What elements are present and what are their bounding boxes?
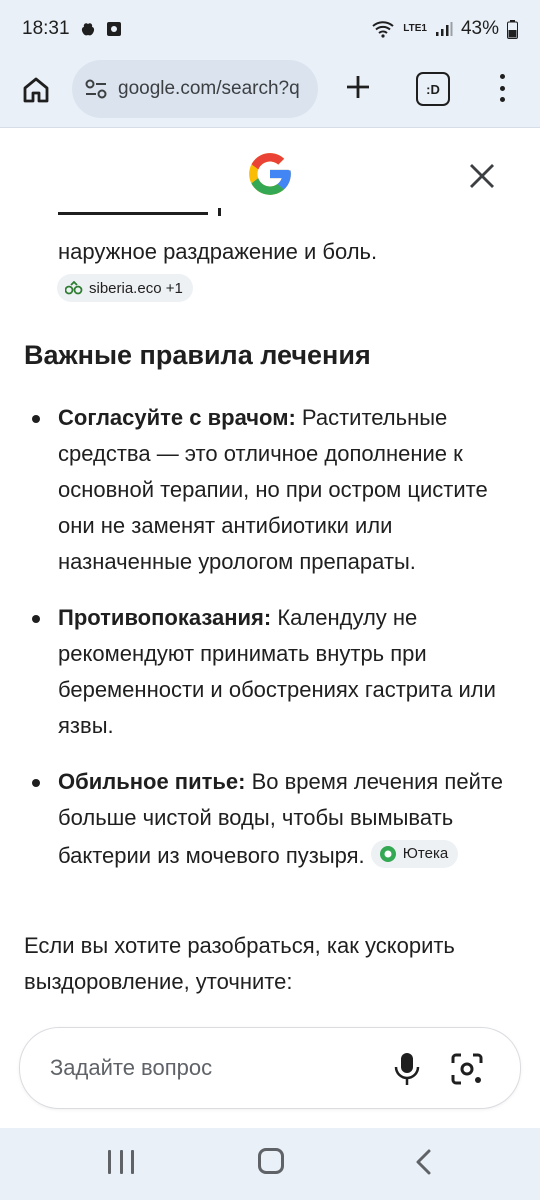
- status-bar: [0, 0, 540, 58]
- back-icon[interactable]: [412, 1148, 436, 1176]
- list-item: [24, 764, 514, 874]
- bullet-bold: Согласуйте с врачом:: [58, 405, 296, 430]
- system-nav-bar: [0, 1128, 540, 1200]
- tab-switcher-label: :D: [426, 81, 440, 97]
- tab-switcher-icon[interactable]: [416, 72, 450, 106]
- more-vert-icon[interactable]: [490, 70, 514, 106]
- site-settings-icon[interactable]: [84, 78, 108, 100]
- follow-up-text: Если вы хотите разобраться, как ускорить выздоровление, уточните:: [24, 933, 455, 994]
- uteka-logo-icon: [379, 845, 397, 863]
- battery-icon: [507, 20, 518, 39]
- bullet-bold: Обильное питье:: [58, 769, 246, 794]
- app-notification-icon: [80, 21, 96, 37]
- signal-icon: [435, 21, 453, 37]
- ask-box[interactable]: [19, 1027, 521, 1109]
- address-bar[interactable]: [72, 60, 318, 118]
- list-item: [24, 400, 514, 580]
- new-tab-button[interactable]: [340, 69, 376, 105]
- recents-icon[interactable]: [108, 1150, 134, 1174]
- network-label: LTE1: [403, 23, 427, 34]
- bullet-text: Календулу не рекомендуют принимать внутрь при беременности и обострениях гастрита или язвы.: [58, 605, 496, 738]
- list-item: [24, 600, 514, 744]
- url-text[interactable]: google.com/search?q: [118, 78, 300, 99]
- paragraph-continued: наружное раздражение и боль.: [58, 239, 378, 264]
- section-title: Важные правила лечения: [24, 340, 371, 370]
- browser-toolbar: [0, 58, 540, 128]
- mic-icon[interactable]: [392, 1052, 422, 1086]
- close-icon[interactable]: [466, 160, 498, 192]
- siberia-logo-icon: [65, 281, 83, 295]
- media-notification-icon: [106, 21, 122, 37]
- source-chip-label: siberia.eco +1: [89, 279, 183, 297]
- lens-icon[interactable]: [450, 1052, 484, 1086]
- home-nav-icon[interactable]: [258, 1148, 284, 1174]
- battery-percent: 43%: [460, 18, 499, 39]
- source-chip-label: Ютека: [402, 845, 449, 862]
- plus-icon: [344, 73, 372, 101]
- google-logo: [245, 149, 295, 199]
- source-chip-siberia[interactable]: [57, 274, 193, 302]
- wifi-icon: [371, 20, 395, 38]
- source-chip-uteka[interactable]: [371, 840, 458, 868]
- ask-input[interactable]: [48, 1054, 352, 1082]
- bullet-list: [24, 400, 514, 880]
- home-icon: [21, 75, 51, 105]
- scrolled-text-remnant: [58, 204, 258, 216]
- bullet-text: Во время лечения пейте больше чистой воды, чтобы вымывать бактерии из мочевого пузыря.: [58, 769, 503, 868]
- status-time: 18:31: [22, 18, 70, 39]
- bullet-text: Растительные средства — это отличное дополнение к основной терапии, но при остром цистите они не заменят антибиотики или назначенные урологом препараты.: [58, 405, 488, 574]
- home-button[interactable]: [18, 72, 54, 108]
- bullet-bold: Противопоказания:: [58, 605, 272, 630]
- status-left: [22, 18, 122, 40]
- status-right: [371, 18, 518, 40]
